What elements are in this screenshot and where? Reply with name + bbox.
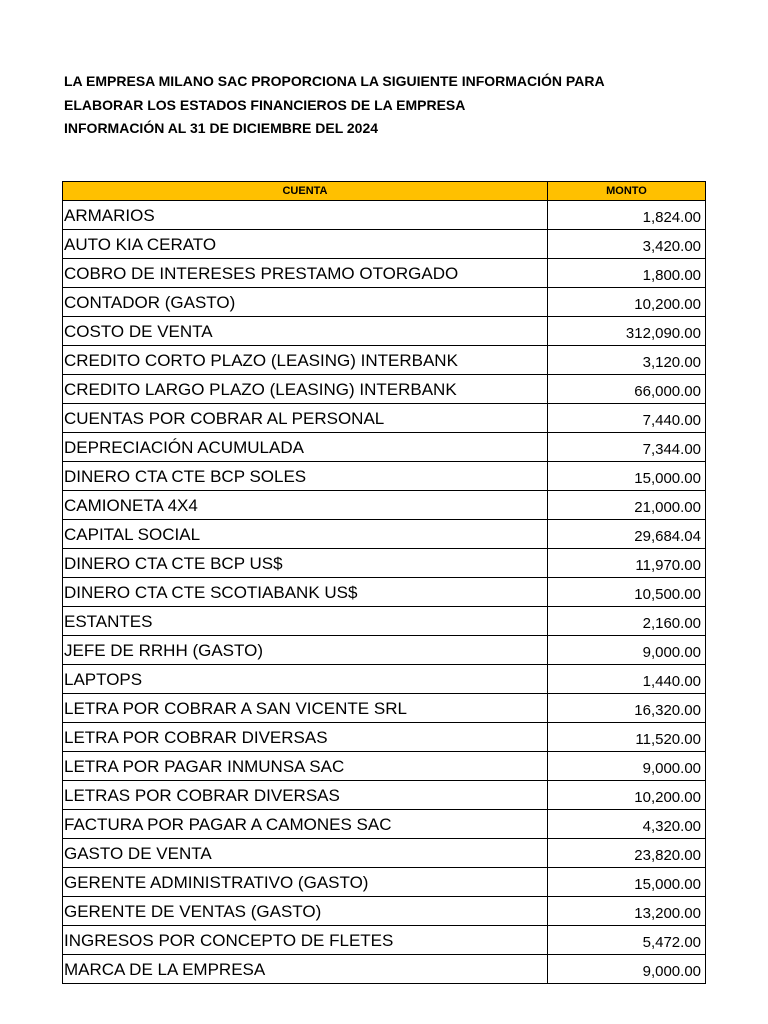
account-name-cell: JEFE DE RRHH (GASTO)	[63, 636, 548, 665]
amount-cell: 312,090.00	[548, 317, 706, 346]
table-row	[63, 926, 706, 955]
amount-cell: 21,000.00	[548, 491, 706, 520]
table-header-row	[63, 182, 706, 201]
account-name-cell: MARCA DE LA EMPRESA	[63, 955, 548, 984]
table-row	[63, 201, 706, 230]
table-row	[63, 520, 706, 549]
amount-cell: 5,472.00	[548, 926, 706, 955]
column-header-account: CUENTA	[63, 182, 548, 201]
account-name-cell: GERENTE ADMINISTRATIVO (GASTO)	[63, 868, 548, 897]
heading-line-3: INFORMACIÓN AL 31 DE DICIEMBRE DEL 2024	[64, 120, 379, 136]
amount-cell: 7,344.00	[548, 433, 706, 462]
table-row	[63, 259, 706, 288]
heading-line-2: ELABORAR LOS ESTADOS FINANCIEROS DE LA EMPRESA	[64, 96, 466, 113]
amount-cell: 1,824.00	[548, 201, 706, 230]
amount-cell: 10,500.00	[548, 578, 706, 607]
account-name-cell: COSTO DE VENTA	[63, 317, 548, 346]
table-row	[63, 723, 706, 752]
account-name-cell: INGRESOS POR CONCEPTO DE FLETES	[63, 926, 548, 955]
table-row	[63, 346, 706, 375]
amount-cell: 10,200.00	[548, 781, 706, 810]
account-name-cell: CONTADOR (GASTO)	[63, 288, 548, 317]
account-name-cell: DINERO CTA CTE BCP US$	[63, 549, 548, 578]
account-name-cell: LETRA POR PAGAR INMUNSA SAC	[63, 752, 548, 781]
table-row	[63, 781, 706, 810]
account-name-cell: DINERO CTA CTE BCP SOLES	[63, 462, 548, 491]
table-row	[63, 665, 706, 694]
table-row	[63, 694, 706, 723]
amount-cell: 3,120.00	[548, 346, 706, 375]
account-name-cell: FACTURA POR PAGAR A CAMONES SAC	[63, 810, 548, 839]
table-row	[63, 288, 706, 317]
amount-cell: 13,200.00	[548, 897, 706, 926]
table-row	[63, 230, 706, 259]
table-row	[63, 375, 706, 404]
amount-cell: 3,420.00	[548, 230, 706, 259]
account-name-cell: DEPRECIACIÓN ACUMULADA	[63, 433, 548, 462]
account-name-cell: ARMARIOS	[63, 201, 548, 230]
amount-cell: 9,000.00	[548, 636, 706, 665]
table-row	[63, 810, 706, 839]
table-row	[63, 549, 706, 578]
amount-cell: 9,000.00	[548, 752, 706, 781]
table-row	[63, 317, 706, 346]
account-name-cell: LETRA POR COBRAR A SAN VICENTE SRL	[63, 694, 548, 723]
table-row	[63, 636, 706, 665]
account-name-cell: CAMIONETA 4X4	[63, 491, 548, 520]
amount-cell: 2,160.00	[548, 607, 706, 636]
amount-cell: 11,970.00	[548, 549, 706, 578]
accounts-table	[62, 181, 706, 984]
account-name-cell: AUTO KIA CERATO	[63, 230, 548, 259]
table-row	[63, 578, 706, 607]
document-heading	[64, 70, 724, 141]
table-row	[63, 839, 706, 868]
table-row	[63, 868, 706, 897]
table-row	[63, 897, 706, 926]
table-row	[63, 491, 706, 520]
account-name-cell: LETRA POR COBRAR DIVERSAS	[63, 723, 548, 752]
amount-cell: 66,000.00	[548, 375, 706, 404]
amount-cell: 16,320.00	[548, 694, 706, 723]
account-name-cell: CUENTAS POR COBRAR AL PERSONAL	[63, 404, 548, 433]
amount-cell: 4,320.00	[548, 810, 706, 839]
table-row	[63, 752, 706, 781]
account-name-cell: ESTANTES	[63, 607, 548, 636]
amount-cell: 23,820.00	[548, 839, 706, 868]
amount-cell: 9,000.00	[548, 955, 706, 984]
table-row	[63, 607, 706, 636]
table-row	[63, 955, 706, 984]
table-row	[63, 462, 706, 491]
amount-cell: 1,800.00	[548, 259, 706, 288]
account-name-cell: CAPITAL SOCIAL	[63, 520, 548, 549]
amount-cell: 15,000.00	[548, 462, 706, 491]
account-name-cell: GERENTE DE VENTAS (GASTO)	[63, 897, 548, 926]
account-name-cell: CREDITO LARGO PLAZO (LEASING) INTERBANK	[63, 375, 548, 404]
account-name-cell: GASTO DE VENTA	[63, 839, 548, 868]
amount-cell: 11,520.00	[548, 723, 706, 752]
amount-cell: 15,000.00	[548, 868, 706, 897]
amount-cell: 29,684.04	[548, 520, 706, 549]
account-name-cell: COBRO DE INTERESES PRESTAMO OTORGADO	[63, 259, 548, 288]
account-name-cell: LAPTOPS	[63, 665, 548, 694]
heading-line-1: LA EMPRESA MILANO SAC PROPORCIONA LA SIGUIENTE INFORMACIÓN PARA	[64, 73, 605, 89]
table-row	[63, 404, 706, 433]
column-header-amount: MONTO	[548, 182, 706, 201]
amount-cell: 10,200.00	[548, 288, 706, 317]
amount-cell: 1,440.00	[548, 665, 706, 694]
account-name-cell: LETRAS POR COBRAR DIVERSAS	[63, 781, 548, 810]
account-name-cell: CREDITO CORTO PLAZO (LEASING) INTERBANK	[63, 346, 548, 375]
table-body	[63, 201, 706, 984]
amount-cell: 7,440.00	[548, 404, 706, 433]
table-row	[63, 433, 706, 462]
account-name-cell: DINERO CTA CTE SCOTIABANK US$	[63, 578, 548, 607]
